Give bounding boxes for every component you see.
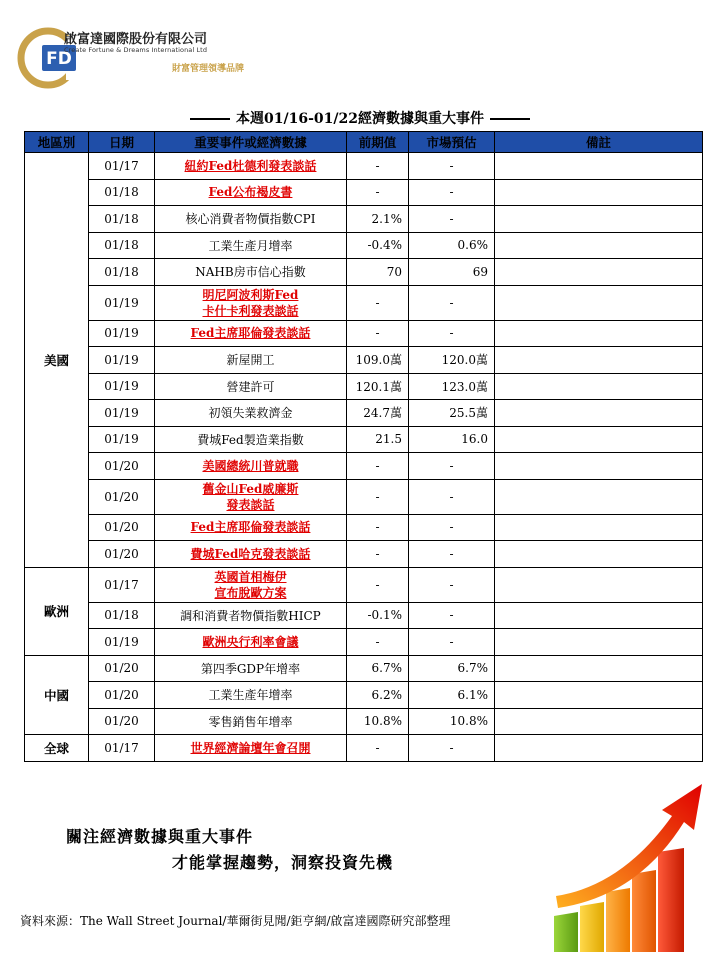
table-row [25,285,703,320]
note-cell [495,400,703,427]
forecast-cell: 123.0萬 [409,373,495,400]
forecast-cell: - [409,285,495,320]
table-row [25,179,703,206]
logo-text: FD [46,49,72,69]
note-cell [495,567,703,602]
table-row [25,426,703,453]
previous-cell: - [347,285,409,320]
forecast-cell: 6.7% [409,655,495,682]
title-rule-right [490,118,530,120]
region-cell-china: 中國 [25,655,89,735]
table-row [25,400,703,427]
table-row [25,541,703,568]
previous-cell: 6.2% [347,682,409,709]
header-event: 重要事件或經濟數據 [155,132,347,153]
date-cell: 01/20 [89,655,155,682]
event-cell: 歐洲央行利率會議 [155,629,347,656]
forecast-cell: 16.0 [409,426,495,453]
header-date: 日期 [89,132,155,153]
previous-cell: 2.1% [347,206,409,233]
previous-cell: - [347,514,409,541]
previous-cell: - [347,453,409,480]
company-english-name: Create Fortune & Dreams International Ltd [64,46,208,54]
note-cell [495,426,703,453]
economic-calendar-table [24,131,703,762]
region-cell-us: 美國 [25,153,89,568]
date-cell: 01/17 [89,567,155,602]
header-region: 地區別 [25,132,89,153]
region-cell-europe: 歐洲 [25,567,89,655]
table-row [25,514,703,541]
event-cell [155,285,347,320]
date-cell: 01/20 [89,514,155,541]
event-line-1: 明尼阿波利斯Fed [202,287,299,302]
event-line-2: 宣布脫歐方案 [214,585,287,600]
table-row [25,453,703,480]
date-cell: 01/19 [89,373,155,400]
note-cell [495,708,703,735]
header-forecast: 市場預估 [409,132,495,153]
event-cell: 工業生產年增率 [155,682,347,709]
event-cell: 零售銷售年增率 [155,708,347,735]
table-row [25,347,703,374]
page-title [0,108,720,128]
event-cell: 新屋開工 [155,347,347,374]
date-cell: 01/18 [89,179,155,206]
forecast-cell: - [409,541,495,568]
forecast-cell: - [409,567,495,602]
event-line-1: 舊金山Fed威廉斯 [202,481,299,496]
previous-cell: - [347,153,409,180]
date-cell: 01/20 [89,479,155,514]
table-row [25,735,703,762]
table-row [25,320,703,347]
event-cell: 核心消費者物價指數CPI [155,206,347,233]
event-cell: Fed主席耶倫發表談話 [155,514,347,541]
previous-cell: - [347,179,409,206]
note-cell [495,153,703,180]
date-cell: 01/18 [89,259,155,286]
previous-cell: - [347,735,409,762]
event-cell [155,479,347,514]
date-cell: 01/18 [89,232,155,259]
date-cell: 01/19 [89,426,155,453]
forecast-cell: - [409,153,495,180]
forecast-cell: 120.0萬 [409,347,495,374]
event-cell [155,567,347,602]
forecast-cell: - [409,206,495,233]
event-cell: 美國總統川普就職 [155,453,347,480]
region-cell-global: 全球 [25,735,89,762]
note-cell [495,629,703,656]
data-source-note: 資料來源：The Wall Street Journal/華爾街見聞/鉅亨網/啟富達國際研究部整理 [20,914,451,928]
forecast-cell: - [409,514,495,541]
table-row [25,479,703,514]
forecast-cell: - [409,320,495,347]
previous-cell: - [347,541,409,568]
note-cell [495,206,703,233]
date-cell: 01/20 [89,682,155,709]
table-row [25,153,703,180]
table-row [25,567,703,602]
date-cell: 01/19 [89,400,155,427]
previous-cell: -0.1% [347,602,409,629]
forecast-cell: 6.1% [409,682,495,709]
date-cell: 01/19 [89,285,155,320]
note-cell [495,453,703,480]
event-cell: NAHB房市信心指數 [155,259,347,286]
tagline-line-1: 關注經濟數據與重大事件 [66,827,254,846]
previous-cell: 120.1萬 [347,373,409,400]
note-cell [495,320,703,347]
event-line-1: 英國首相梅伊 [214,569,287,584]
date-cell: 01/19 [89,320,155,347]
note-cell [495,514,703,541]
previous-cell: 21.5 [347,426,409,453]
note-cell [495,735,703,762]
date-cell: 01/18 [89,602,155,629]
note-cell [495,373,703,400]
note-cell [495,232,703,259]
event-cell: 調和消費者物價指數HICP [155,602,347,629]
previous-cell: - [347,479,409,514]
header-note: 備註 [495,132,703,153]
page-title-text: 本週01/16-01/22經濟數據與重大事件 [236,111,484,127]
forecast-cell: 0.6% [409,232,495,259]
table-row [25,232,703,259]
note-cell [495,602,703,629]
forecast-cell: 10.8% [409,708,495,735]
rising-bar-chart-icon [552,776,716,956]
date-cell: 01/20 [89,708,155,735]
company-slogan: 財富管理領導品牌 [172,64,245,74]
table-row [25,259,703,286]
previous-cell: 6.7% [347,655,409,682]
date-cell: 01/19 [89,629,155,656]
note-cell [495,179,703,206]
company-name: 啟富達國際股份有限公司 [64,32,208,47]
previous-cell: - [347,629,409,656]
event-cell: 世界經濟論壇年會召開 [155,735,347,762]
previous-cell: - [347,567,409,602]
previous-cell: - [347,320,409,347]
note-cell [495,541,703,568]
event-cell: Fed主席耶倫發表談話 [155,320,347,347]
table-row [25,682,703,709]
event-cell: 費城Fed哈克發表談話 [155,541,347,568]
forecast-cell: - [409,602,495,629]
date-cell: 01/19 [89,347,155,374]
event-line-2: 卡什卡利發表談話 [202,303,299,318]
table-row [25,206,703,233]
table-row [25,655,703,682]
forecast-cell: - [409,629,495,656]
previous-cell: 10.8% [347,708,409,735]
event-cell: 第四季GDP年增率 [155,655,347,682]
forecast-cell: - [409,179,495,206]
table-row [25,602,703,629]
header-previous: 前期值 [347,132,409,153]
table-row [25,708,703,735]
previous-cell: 70 [347,259,409,286]
note-cell [495,655,703,682]
event-cell: 紐約Fed杜德利發表談話 [155,153,347,180]
title-rule-left [190,118,230,120]
table-row [25,373,703,400]
date-cell: 01/17 [89,153,155,180]
forecast-cell: - [409,479,495,514]
tagline-line-2: 才能掌握趨勢，洞察投資先機 [172,853,394,872]
date-cell: 01/18 [89,206,155,233]
previous-cell: 24.7萬 [347,400,409,427]
forecast-cell: 69 [409,259,495,286]
forecast-cell: - [409,735,495,762]
event-cell: 營建許可 [155,373,347,400]
event-line-2: 發表談話 [226,497,275,512]
forecast-cell: - [409,453,495,480]
previous-cell: 109.0萬 [347,347,409,374]
date-cell: 01/17 [89,735,155,762]
event-cell: 工業生產月增率 [155,232,347,259]
table-header-row [25,132,703,153]
note-cell [495,285,703,320]
date-cell: 01/20 [89,453,155,480]
note-cell [495,682,703,709]
note-cell [495,259,703,286]
table-row [25,629,703,656]
date-cell: 01/20 [89,541,155,568]
previous-cell: -0.4% [347,232,409,259]
event-cell: 初領失業救濟金 [155,400,347,427]
note-cell [495,347,703,374]
event-cell: Fed公布褐皮書 [155,179,347,206]
event-cell: 費城Fed製造業指數 [155,426,347,453]
note-cell [495,479,703,514]
forecast-cell: 25.5萬 [409,400,495,427]
